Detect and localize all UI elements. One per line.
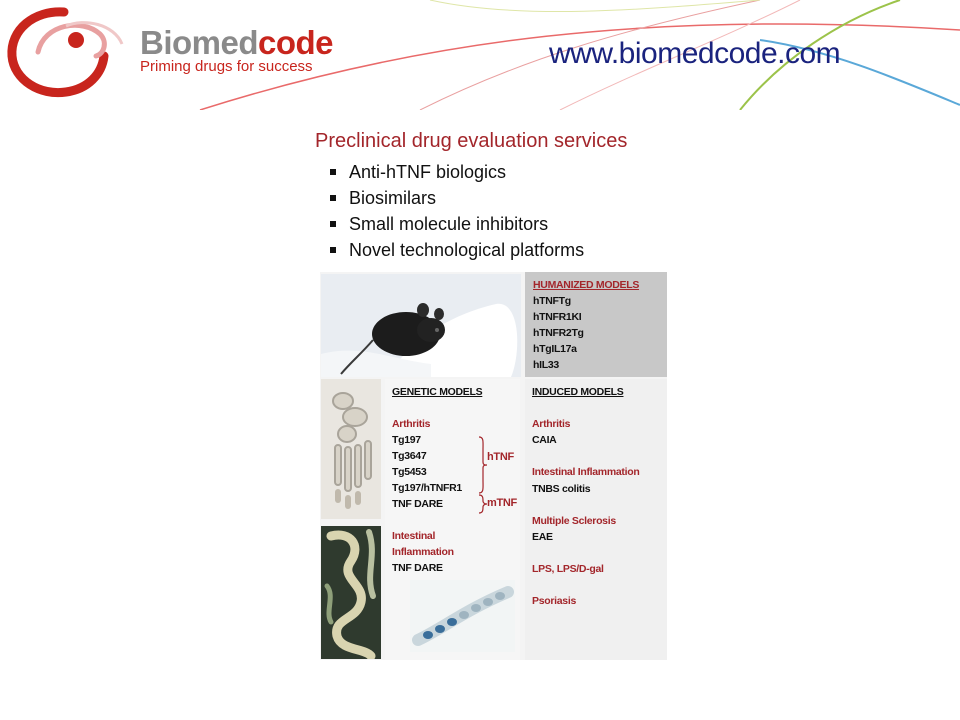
spine-xray-image: [410, 580, 515, 652]
genetic-heading: GENETIC MODELS: [392, 386, 483, 398]
induced-lps-label: LPS, LPS/D-gal: [532, 563, 604, 575]
induced-ms-item: EAE: [532, 531, 553, 543]
services-list: [330, 159, 584, 263]
genetic-intestinal-label: Intestinal: [392, 530, 436, 542]
brand-name: Biomedcode: [140, 24, 334, 61]
brand-tagline: Priming drugs for success: [140, 58, 313, 75]
humanized-item: hIL33: [533, 359, 559, 371]
genetic-arthritis-item: Tg197/hTNFR1: [392, 482, 462, 494]
genetic-arthritis-item: Tg5453: [392, 466, 427, 478]
genetic-arthritis-item: Tg3647: [392, 450, 427, 462]
foot-skeleton-illustration: [321, 379, 381, 519]
list-item: Novel technological platforms: [330, 237, 584, 263]
website-url[interactable]: www.biomedcode.com: [549, 37, 841, 70]
mtnf-label: mTNF: [487, 497, 517, 509]
biomedcode-logo-icon: [4, 4, 132, 100]
induced-ms-label: Multiple Sclerosis: [532, 515, 616, 527]
genetic-arthritis-item: Tg197: [392, 434, 421, 446]
induced-intestinal-item: TNBS colitis: [532, 483, 591, 495]
humanized-item: hTNFTg: [533, 295, 571, 307]
induced-heading: INDUCED MODELS: [532, 386, 624, 398]
induced-intestinal-label: Intestinal Inflammation: [532, 466, 640, 478]
htnf-label: hTNF: [487, 451, 514, 463]
humanized-item: hTgIL17a: [533, 343, 577, 355]
humanized-item: hTNFR2Tg: [533, 327, 584, 339]
genetic-arthritis-item: TNF DARE: [392, 498, 443, 510]
humanized-item: hTNFR1KI: [533, 311, 582, 323]
list-item: Biosimilars: [330, 185, 584, 211]
humanized-heading: HUMANIZED MODELS: [533, 279, 640, 291]
list-item: Anti-hTNF biologics: [330, 159, 584, 185]
bullet-square-icon: [330, 195, 336, 201]
bullet-square-icon: [330, 221, 336, 227]
induced-psoriasis-label: Psoriasis: [532, 595, 576, 607]
htnf-bracket: [478, 436, 488, 494]
intestine-photo: [321, 526, 381, 659]
mouse-photo: [321, 274, 521, 377]
bullet-square-icon: [330, 247, 336, 253]
induced-arthritis-item: CAIA: [532, 434, 557, 446]
list-item: Small molecule inhibitors: [330, 211, 584, 237]
header-banner: [0, 0, 960, 110]
genetic-intestinal-label: Inflammation: [392, 546, 454, 558]
genetic-intestinal-item: TNF DARE: [392, 562, 443, 574]
bullet-square-icon: [330, 169, 336, 175]
induced-arthritis-label: Arthritis: [532, 418, 571, 430]
services-title: Preclinical drug evaluation services: [315, 130, 628, 152]
genetic-arthritis-label: Arthritis: [392, 418, 431, 430]
